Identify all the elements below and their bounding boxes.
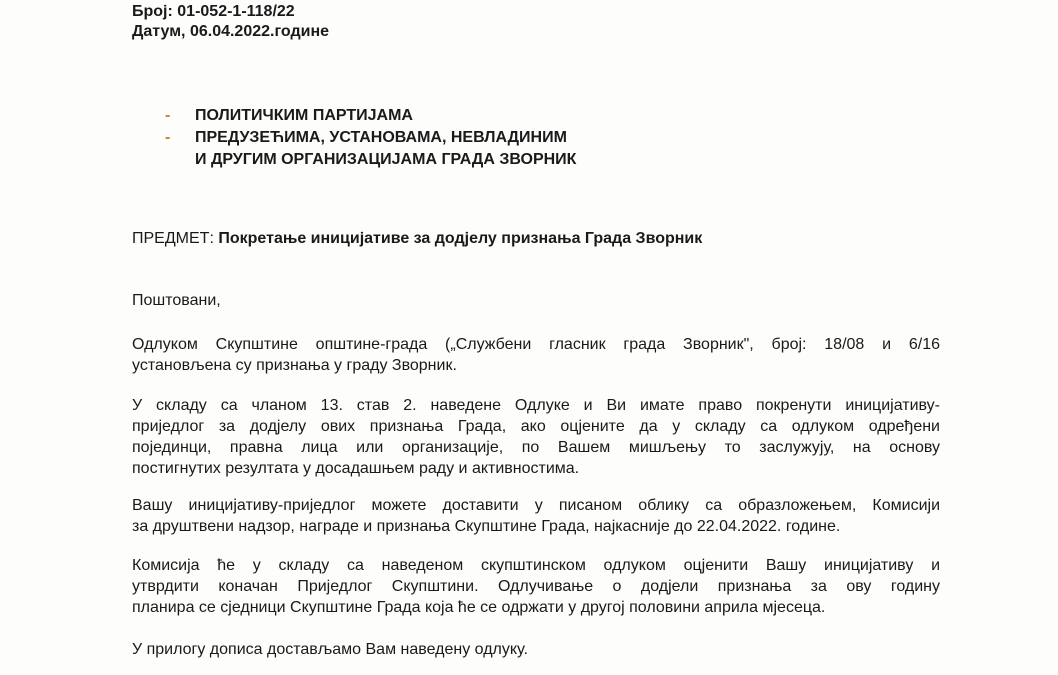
paragraph-line: за друштвени надзор, награде и признања Скупштине Града, најкасније до 22.04.2022. године. [132, 518, 841, 535]
document-date: Датум, 06.04.2022.године [132, 23, 330, 40]
paragraph-line: постигнутих резултата у досадашњем раду и активностима. [132, 460, 580, 477]
paragraph-4 [132, 555, 940, 618]
paragraph-line: приједлог за додјелу ових признања Града, ако оцјените да у складу са одлуком одређени [132, 418, 940, 435]
list-dash: - [165, 107, 171, 124]
subject-line [132, 229, 702, 249]
paragraph-3 [132, 495, 940, 537]
subject-text: Покретање иницијативе за додјелу признања Града Зворник [218, 230, 703, 247]
paragraph-line: У складу са чланом 13. став 2. наведене Одлуке и Ви имате право покренути иницијативу- [132, 397, 940, 414]
paragraph-line: Комисија ће у складу са наведеном скупштинском одлуком оцјенити Вашу иницијативу и [132, 557, 940, 574]
paragraph-line: установљена су признања у граду Зворник. [132, 357, 457, 374]
paragraph-1 [132, 334, 940, 376]
recipient-line: ПОЛИТИЧКИМ ПАРТИЈАМА [195, 107, 413, 124]
paragraph-line: У прилогу дописа достављамо Вам наведену одлуку. [132, 641, 528, 658]
paragraph-line: Вашу иницијативу-приједлог можете доставити у писаном облику са образложењем, Комисији [132, 497, 940, 514]
document-number: Број: 01-052-1-118/22 [132, 3, 295, 20]
paragraph-line: Одлуком Скупштине општине-града („Службени гласник града Зворник", број: 18/08 и 6/16 [132, 336, 940, 353]
paragraph-line: појединци, правна лица или организације, по Вашем мишљењу то заслужују, на основу [132, 439, 940, 456]
greeting: Поштовани, [132, 292, 221, 309]
paragraph-2 [132, 395, 940, 479]
paragraph-line: утврдити коначан Приједлог Скупштини. Одлучивање о додјели признања за ову годину [132, 578, 940, 595]
paragraph-line: планира се сједници Скупштине Града која ће се одржати у другој половини априла мјесеца. [132, 599, 826, 616]
paragraph-5 [132, 639, 940, 660]
recipient-line: И ДРУГИМ ОРГАНИЗАЦИЈАМА ГРАДА ЗВОРНИК [195, 151, 577, 168]
recipient-line: ПРЕДУЗЕЋИМА, УСТАНОВАМА, НЕВЛАДИНИМ [195, 129, 567, 146]
subject-label: ПРЕДМЕТ: [132, 230, 214, 247]
list-dash: - [165, 129, 171, 146]
